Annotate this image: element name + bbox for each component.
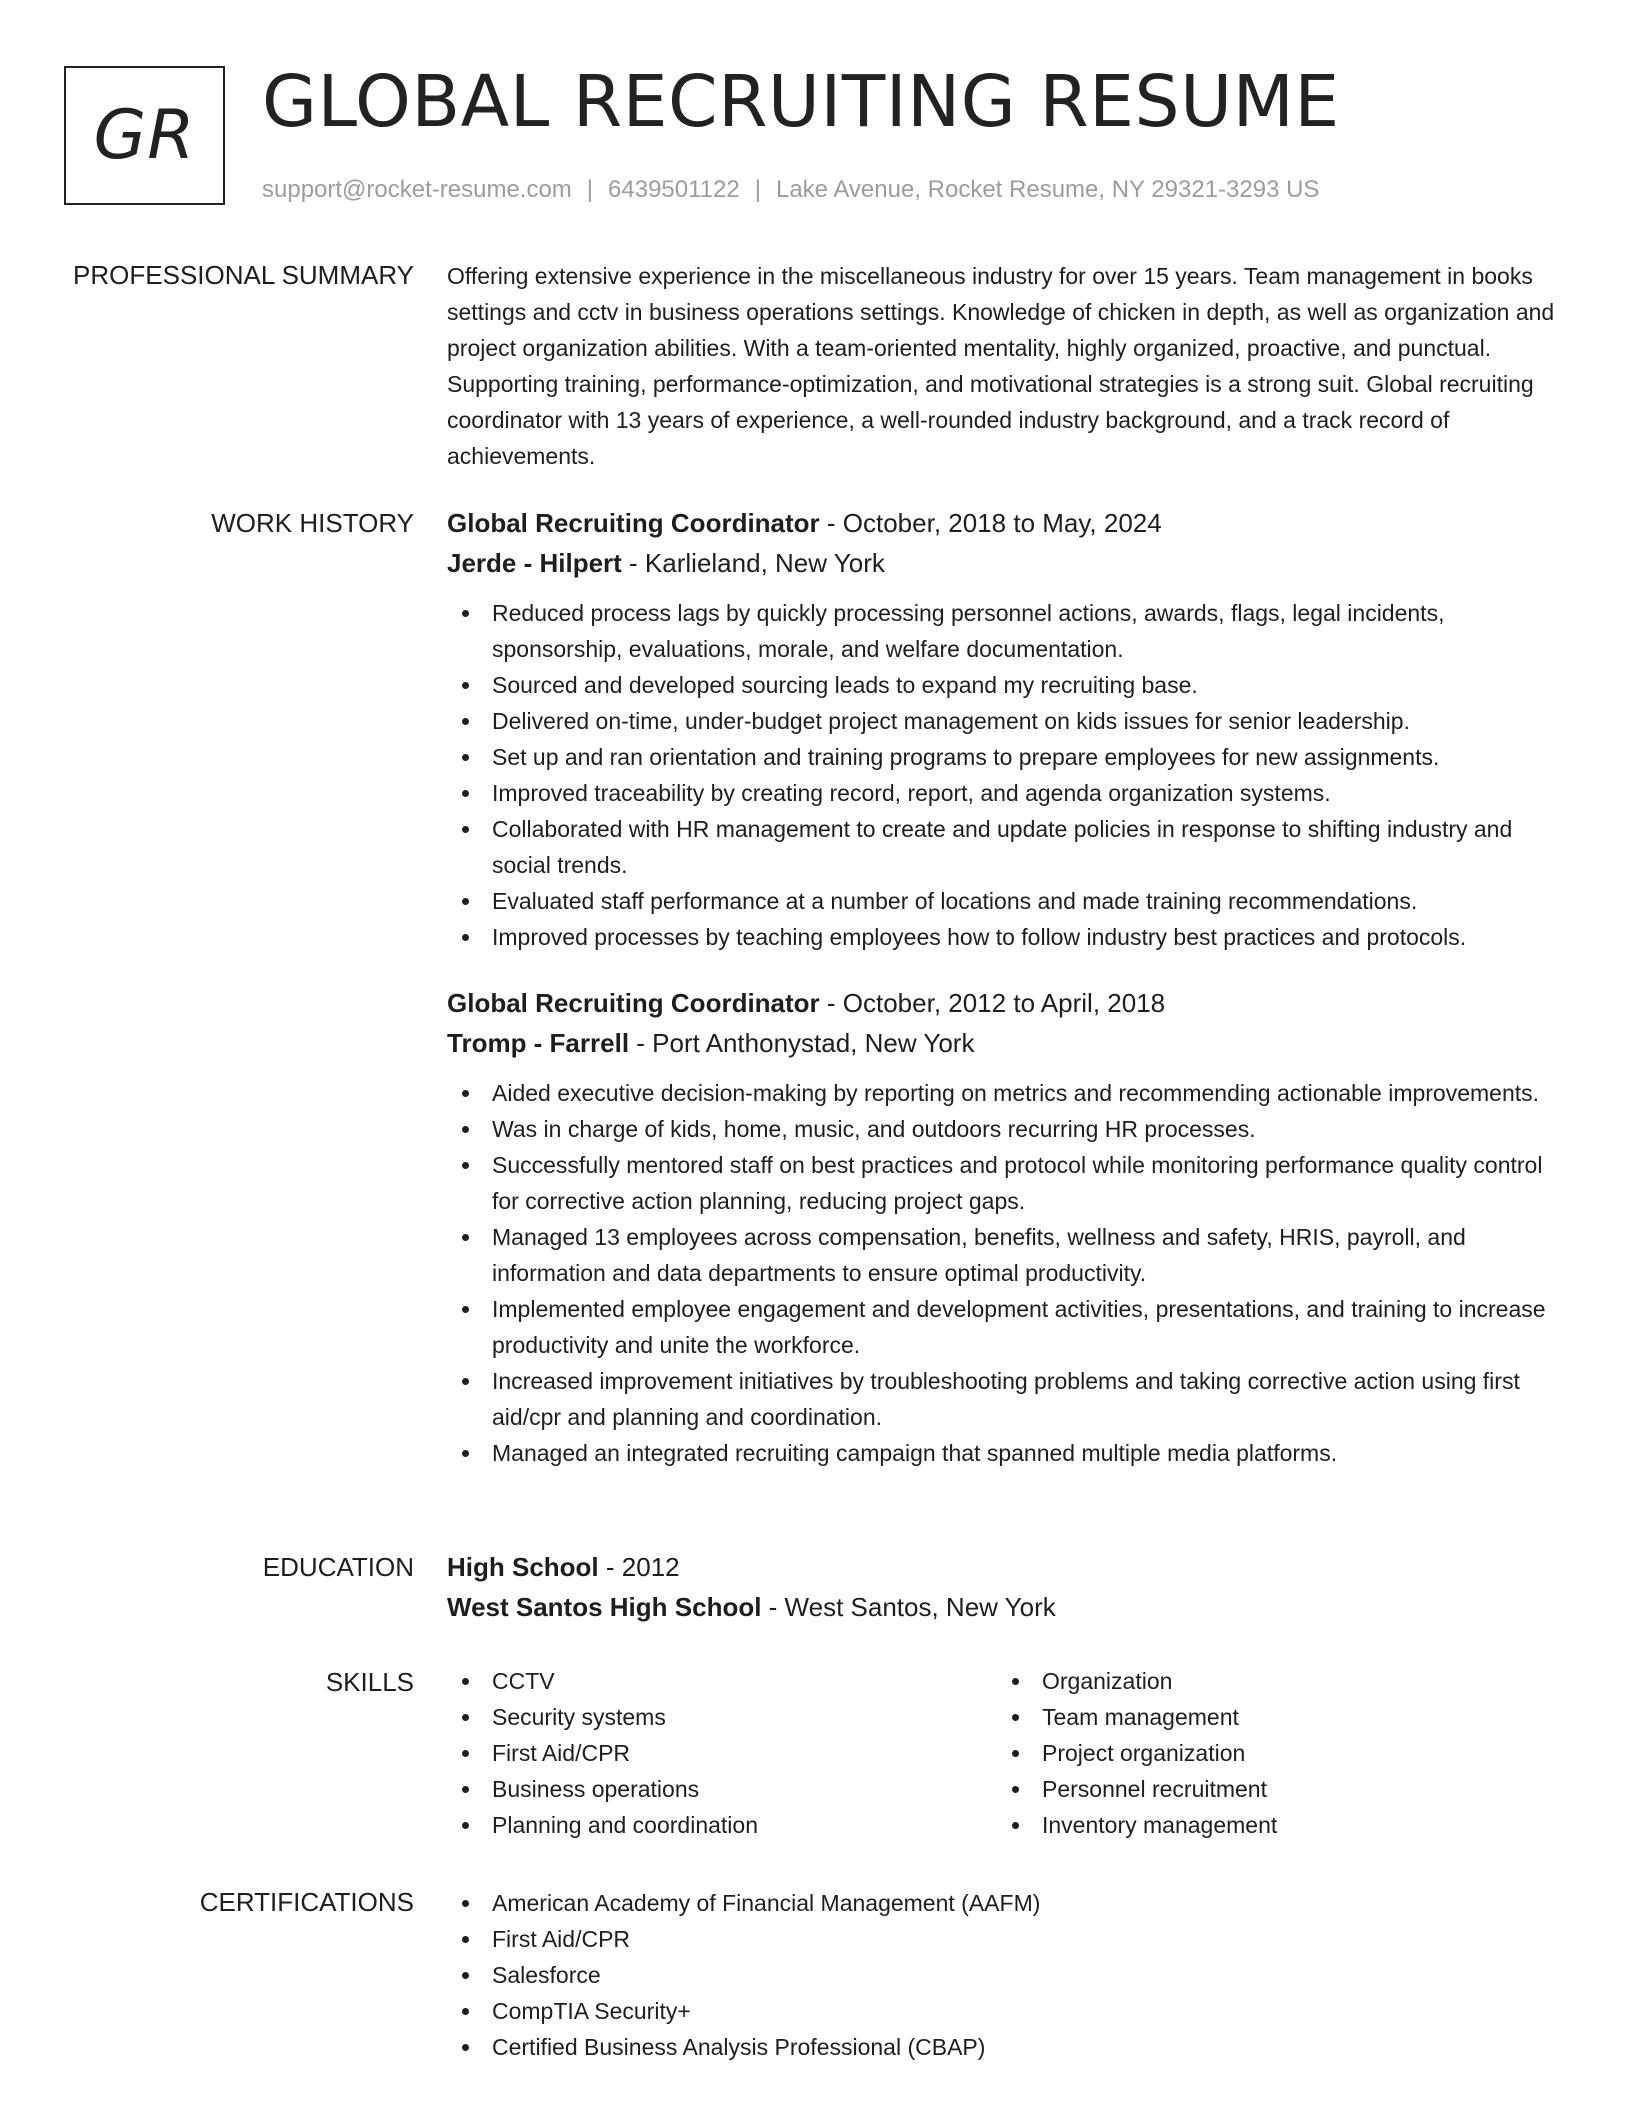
skill-item: Business operations [447, 1771, 997, 1807]
list-item: Managed an integrated recruiting campaign that spanned multiple media platforms. [447, 1435, 1567, 1471]
skill-item: First Aid/CPR [447, 1735, 997, 1771]
employer-line [447, 543, 1567, 583]
job-dates: - October, 2018 to May, 2024 [819, 508, 1162, 538]
job-entry [447, 503, 1567, 955]
job-entry [447, 983, 1567, 1471]
certification-item: First Aid/CPR [447, 1921, 1567, 1957]
list-item: Reduced process lags by quickly processing personnel actions, awards, flags, legal incidents, sponsorship, evaluations, morale, and welfare documentation. [447, 595, 1567, 667]
skills-list-right [997, 1663, 1547, 1843]
list-item: Implemented employee engagement and development activities, presentations, and training to increase productivity and unite the workforce. [447, 1291, 1567, 1363]
skill-item: Organization [997, 1663, 1547, 1699]
employer-location: - Karlieland, New York [621, 548, 885, 578]
contact-phone[interactable]: 6439501122 [608, 176, 740, 203]
list-item: Managed 13 employees across compensation, benefits, wellness and safety, HRIS, payroll, and information and data departments to ensure optimal productivity. [447, 1219, 1567, 1291]
job-bullets [447, 1075, 1567, 1471]
list-item: Improved traceability by creating record, report, and agenda organization systems. [447, 775, 1567, 811]
skills-label: SKILLS [325, 1667, 414, 1697]
skill-item: Project organization [997, 1735, 1547, 1771]
degree: High School [447, 1552, 599, 1582]
list-item: Was in charge of kids, home, music, and outdoors recurring HR processes. [447, 1111, 1567, 1147]
work-history-label: WORK HISTORY [211, 508, 414, 538]
list-item: Collaborated with HR management to create and update policies in response to shifting industry and social trends. [447, 811, 1567, 883]
certification-item: Certified Business Analysis Professional (CBAP) [447, 2029, 1567, 2065]
list-item: Set up and ran orientation and training programs to prepare employees for new assignments. [447, 739, 1567, 775]
school-name: West Santos High School [447, 1592, 762, 1622]
school-location: - West Santos, New York [761, 1592, 1056, 1622]
summary-content [447, 258, 1567, 474]
contact-separator: | [754, 176, 761, 203]
skill-item: Personnel recruitment [997, 1771, 1547, 1807]
certifications-content [447, 1885, 1567, 2065]
summary-text: Offering extensive experience in the miscellaneous industry for over 15 years. Team management in books settings and cctv in business operations settings. Knowledge of chicken in depth, as well as organization and project organization abilities. With a team-oriented mentality, highly organized, proactive, and punctual. Supporting training, performance-optimization, and motivational strategies is a strong suit. Global recruiting coordinator with 13 years of experience, a well-rounded industry background, and a track record of achievements. [447, 263, 1555, 469]
skills-content [447, 1663, 1567, 1843]
graduation-year: - 2012 [598, 1552, 680, 1582]
job-title: Global Recruiting Coordinator [447, 508, 820, 538]
certifications-list [447, 1885, 1567, 2065]
list-item: Aided executive decision-making by reporting on metrics and recommending actionable improvements. [447, 1075, 1567, 1111]
job-title-line [447, 503, 1567, 543]
employer-name: Tromp - Farrell [447, 1028, 630, 1058]
contact-email[interactable]: support@rocket-resume.com [262, 176, 572, 203]
list-item: Delivered on-time, under-budget project management on kids issues for senior leadership. [447, 703, 1567, 739]
list-item: Evaluated staff performance at a number of locations and made training recommendations. [447, 883, 1567, 919]
job-dates: - October, 2012 to April, 2018 [819, 988, 1166, 1018]
employer-location: - Port Anthonystad, New York [629, 1028, 975, 1058]
job-bullets [447, 595, 1567, 955]
skill-item: CCTV [447, 1663, 997, 1699]
certification-item: American Academy of Financial Management (AAFM) [447, 1885, 1567, 1921]
school-line [447, 1587, 1567, 1627]
list-item: Increased improvement initiatives by troubleshooting problems and taking corrective action using first aid/cpr and planning and coordination. [447, 1363, 1567, 1435]
work-history-content [447, 503, 1567, 1471]
skill-item: Inventory management [997, 1807, 1547, 1843]
resume-title: GLOBAL RECRUITING RESUME [262, 60, 1340, 143]
job-title: Global Recruiting Coordinator [447, 988, 820, 1018]
certification-item: Salesforce [447, 1957, 1567, 1993]
skill-item: Security systems [447, 1699, 997, 1735]
employer-line [447, 1023, 1567, 1063]
summary-label: PROFESSIONAL SUMMARY [73, 260, 414, 290]
skill-item: Planning and coordination [447, 1807, 997, 1843]
monogram-box [64, 66, 225, 205]
contact-separator: | [586, 176, 594, 203]
list-item: Improved processes by teaching employees how to follow industry best practices and protocols. [447, 919, 1567, 955]
contact-address: Lake Avenue, Rocket Resume, NY 29321-3293 US [775, 176, 1320, 203]
education-label: EDUCATION [262, 1552, 414, 1582]
skill-item: Team management [997, 1699, 1547, 1735]
monogram-initials: GR [93, 96, 196, 175]
employer-name: Jerde - Hilpert [447, 548, 622, 578]
education-content [447, 1547, 1567, 1627]
certifications-label: CERTIFICATIONS [199, 1887, 414, 1917]
list-item: Sourced and developed sourcing leads to expand my recruiting base. [447, 667, 1567, 703]
contact-line [262, 175, 1319, 205]
list-item: Successfully mentored staff on best practices and protocol while monitoring performance quality control for corrective action planning, reducing project gaps. [447, 1147, 1567, 1219]
skills-list-left [447, 1663, 997, 1843]
degree-line [447, 1547, 1567, 1587]
certification-item: CompTIA Security+ [447, 1993, 1567, 2029]
job-title-line [447, 983, 1567, 1023]
